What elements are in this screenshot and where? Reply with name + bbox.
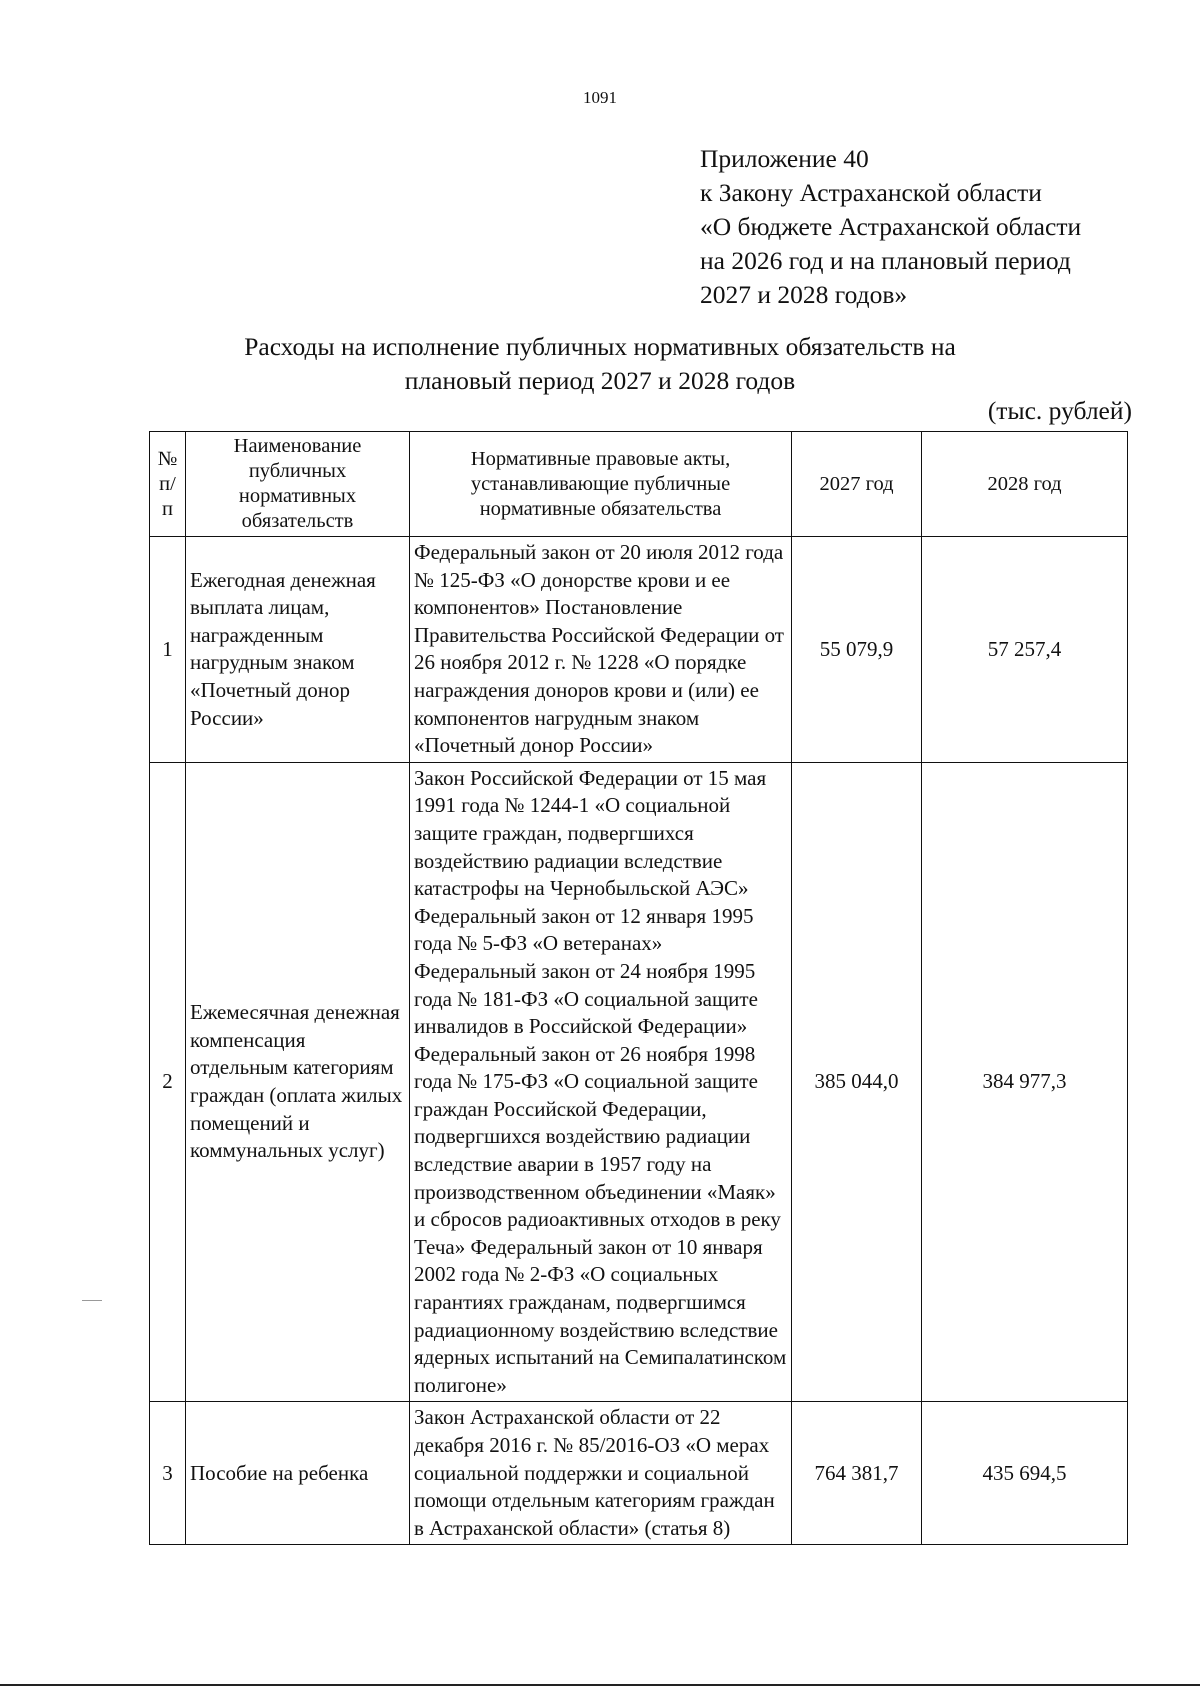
row-num: 3 — [150, 1402, 186, 1545]
obligation-name: Ежегодная денежная выплата лицам, награжденным нагрудным знаком «Почетный донор России» — [186, 537, 410, 763]
legal-acts: Закон Астраханской области от 22 декабря 2016 г. № 85/2016-ОЗ «О мерах социальной поддержки и социальной помощи отдельным категориям граждан в Астраханской области» (статья 8) — [410, 1402, 792, 1545]
header-num: № п/п — [150, 432, 186, 537]
unit-label: (тыс. рублей) — [987, 396, 1132, 425]
amount-2027: 764 381,7 — [792, 1402, 922, 1545]
table-row — [150, 1402, 1128, 1545]
header-2027: 2027 год — [792, 432, 922, 537]
appendix-line: 2027 и 2028 годов» — [700, 280, 908, 309]
page-number: 1091 — [583, 88, 617, 107]
row-num: 1 — [150, 537, 186, 763]
legal-acts: Федеральный закон от 20 июля 2012 года № 125-ФЗ «О донорстве крови и ее компонентов» Постановление Правительства Российской Федерации от 26 ноября 2012 г. № 1228 «О порядке награждения доноров крови и (или) ее компонентов нагрудным знаком «Почетный донор России» — [410, 537, 792, 763]
amount-2027: 385 044,0 — [792, 762, 922, 1402]
appendix-line: Приложение 40 — [700, 144, 869, 173]
row-num: 2 — [150, 762, 186, 1402]
obligation-name: Пособие на ребенка — [186, 1402, 410, 1545]
header-2028: 2028 год — [922, 432, 1128, 537]
header-name: Наименование публичных нормативных обязательств — [186, 432, 410, 537]
document-title-line: плановый период 2027 и 2028 годов — [404, 366, 796, 395]
amount-2028: 435 694,5 — [922, 1402, 1128, 1545]
obligations-table — [149, 431, 1128, 1545]
table-row — [150, 537, 1128, 763]
page-bottom-rule — [0, 1684, 1200, 1686]
amount-2027: 55 079,9 — [792, 537, 922, 763]
amount-2028: 384 977,3 — [922, 762, 1128, 1402]
appendix-line: «О бюджете Астраханской области — [700, 212, 1082, 241]
amount-2028: 57 257,4 — [922, 537, 1128, 763]
table-header-row — [150, 432, 1128, 537]
appendix-line: к Закону Астраханской области — [700, 178, 1042, 207]
margin-mark — [82, 1300, 102, 1301]
header-acts: Нормативные правовые акты, устанавливающие публичные нормативные обязательства — [410, 432, 792, 537]
document-title — [150, 330, 1050, 398]
table-row — [150, 762, 1128, 1402]
legal-acts: Закон Российской Федерации от 15 мая 1991 года № 1244-1 «О социальной защите граждан, подвергшихся воздействию радиации вследствие катастрофы на Чернобыльской АЭС» Федеральный закон от 12 января 1995 года № 5-ФЗ «О ветеранах» Федеральный закон от 24 ноября 1995 года № 181-ФЗ «О социальной защите инвалидов в Российской Федерации» Федеральный закон от 26 ноября 1998 года № 175-ФЗ «О социальной защите граждан Российской Федерации, подвергшихся воздействию радиации вследствие аварии в 1957 году на производственном объединении «Маяк» и сбросов радиоактивных отходов в реку Теча» Федеральный закон от 10 января 2002 года № 2-ФЗ «О социальных гарантиях гражданам, подвергшимся радиационному воздействию вследствие ядерных испытаний на Семипалатинском полигоне» — [410, 762, 792, 1402]
appendix-line: на 2026 год и на плановый период — [700, 246, 1071, 275]
obligation-name: Ежемесячная денежная компенсация отдельным категориям граждан (оплата жилых помещений и коммунальных услуг) — [186, 762, 410, 1402]
document-title-line: Расходы на исполнение публичных нормативных обязательств на — [244, 332, 956, 361]
appendix-note — [700, 142, 1081, 312]
